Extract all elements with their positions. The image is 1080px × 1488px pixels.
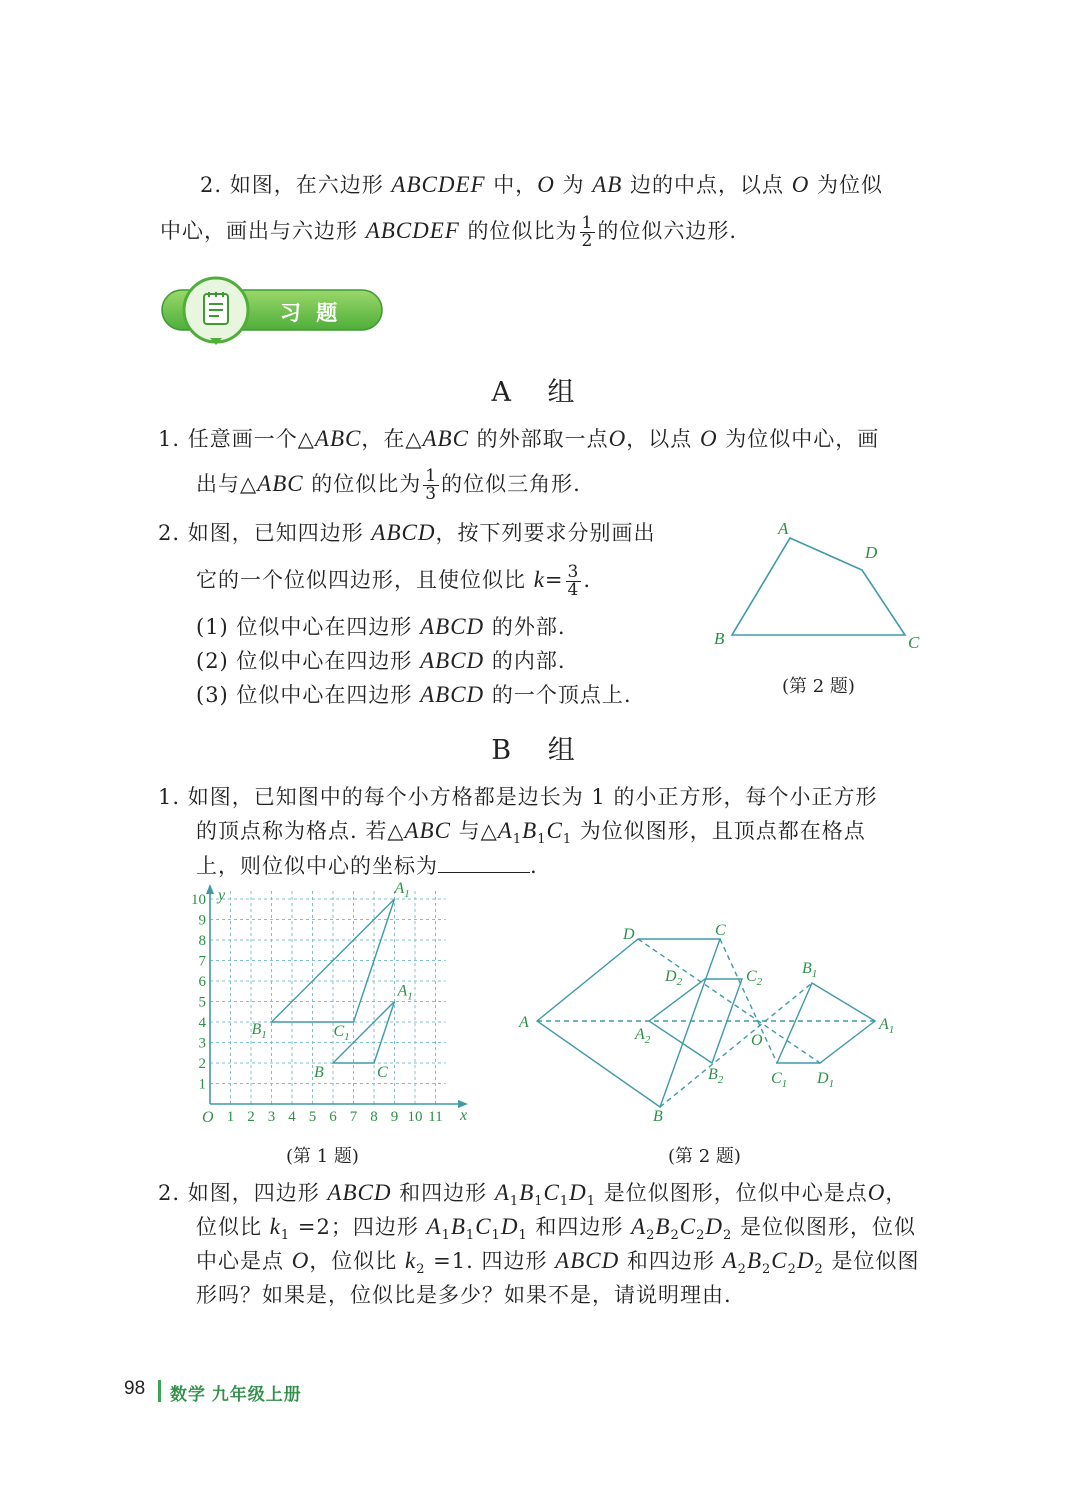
y-tick-label: 3 — [198, 1035, 206, 1052]
b-q2-line-2: 位似比 $k_1 =2$；四边形 $A_1B_1C_1D_1$ 和四边形 $A_2B_2C_2D_2$ 是位似图形，位似 — [196, 1214, 916, 1243]
banner-label: 习 题 — [280, 301, 342, 325]
label-o: O — [751, 1032, 763, 1049]
footer-divider — [158, 1380, 161, 1402]
label-c: C — [908, 633, 920, 652]
group-b-title: B 组 — [491, 735, 589, 766]
label-c1: $C_1$ — [771, 1070, 788, 1090]
label-b: B — [714, 629, 725, 648]
a-q1-line-1: 1. 任意画一个△ABC，在△ABC 的外部取一点O，以点 O 为位似中心，画 — [158, 426, 880, 451]
y-tick-label: 8 — [198, 933, 206, 949]
page-number: 98 — [124, 1378, 146, 1399]
x-tick-label: 6 — [329, 1109, 337, 1125]
fraction: $\frac{1}{3}$ — [425, 466, 438, 504]
label-b: B — [653, 1108, 663, 1125]
label-a2: $A_2$ — [635, 1026, 651, 1046]
label-c2: $C_2$ — [746, 968, 763, 988]
exercise-banner — [158, 276, 388, 346]
origin-label: O — [202, 1109, 214, 1126]
b-fig1-caption: (第 1 题) — [286, 1146, 359, 1167]
a-q2-item-1: (1) 位似中心在四边形 ABCD 的外部. — [196, 614, 566, 639]
b-q1-line-2: 的顶点称为格点. 若△ABC 与$\triangle A_1B_1C_1$ 为位似图形，且顶点都在格点 — [196, 818, 866, 847]
label-a: A — [778, 519, 789, 538]
label-d2: $D_2$ — [665, 968, 683, 988]
x-tick-label: 10 — [407, 1109, 423, 1125]
fraction: $\frac{3}{4}$ — [567, 562, 580, 600]
b-q2-line-4: 形吗？如果是，位似比是多少？如果不是，请说明理由. — [196, 1283, 732, 1307]
a-q2-item-3: (3) 位似中心在四边形 ABCD 的一个顶点上. — [196, 682, 632, 707]
point-label-b: B — [314, 1064, 324, 1081]
x-tick-label: 7 — [349, 1109, 358, 1125]
x-tick-label: 3 — [267, 1109, 276, 1125]
y-tick-label: 1 — [198, 1076, 206, 1093]
y-tick-label: 10 — [191, 892, 206, 908]
x-tick-label: 11 — [428, 1109, 443, 1125]
a-fig2-caption: (第 2 题) — [782, 676, 855, 697]
label-a1: $A_1$ — [879, 1016, 895, 1036]
grid-figure — [180, 880, 480, 1130]
label-d: D — [623, 926, 635, 943]
intro-line-2: 中心，画出与六边形 ABCDEF 的位似比为 $\frac{1}{2}$ 的位似六边形. — [160, 213, 738, 251]
quad-a1b1c1d1 — [777, 983, 875, 1063]
b-q2-line-1: 2. 如图，四边形 ABCD 和四边形 $A_1B_1C_1D_1$ 是位似图形，位似中心是点O， — [158, 1180, 908, 1209]
homothety-figure — [515, 915, 910, 1130]
axis-x-label: x — [460, 1107, 468, 1124]
x-tick-label: 2 — [247, 1109, 255, 1125]
a-q1-line-2: 出与△ABC 的位似比为 $\frac{1}{3}$ 的位似三角形. — [196, 466, 581, 504]
label-a: A — [519, 1014, 529, 1031]
label-d1: $D_1$ — [817, 1070, 835, 1090]
point-label-c: C — [377, 1064, 388, 1081]
a-q2-line-1: 2. 如图，已知四边形 ABCD，按下列要求分别画出 — [158, 520, 656, 545]
fraction: $\frac{1}{2}$ — [581, 213, 594, 251]
y-axis-arrow-icon — [206, 884, 214, 894]
label-b2: $B_2$ — [708, 1066, 724, 1086]
x-tick-label: 5 — [308, 1109, 317, 1125]
b-fig2-caption: (第 2 题) — [668, 1146, 741, 1167]
y-tick-label: 9 — [198, 912, 206, 929]
quad-abcd — [732, 538, 905, 635]
y-tick-label: 7 — [198, 953, 206, 970]
point-label-a1: $A_1$ — [394, 880, 410, 900]
notepad-icon — [202, 290, 230, 326]
axis-y-label: y — [218, 887, 226, 904]
point-label-a: $A_1$ — [397, 982, 413, 1003]
intro-line-1: 2. 如图，在六边形 ABCDEF 中，O 为 AB 边的中点，以点 O 为位似 — [200, 172, 883, 197]
x-tick-label: 8 — [370, 1109, 378, 1125]
y-tick-label: 4 — [198, 1015, 206, 1031]
book-title: 数学 九年级上册 — [170, 1385, 302, 1404]
point-label-b1: $B_1$ — [251, 1021, 267, 1041]
a-q2-item-2: (2) 位似中心在四边形 ABCD 的内部. — [196, 648, 566, 673]
y-tick-label: 2 — [198, 1056, 206, 1072]
y-tick-label: 6 — [198, 974, 206, 990]
group-a-title: A 组 — [491, 377, 589, 408]
answer-blank[interactable] — [438, 850, 530, 873]
x-tick-label: 4 — [288, 1109, 296, 1125]
b-q2-line-3: 中心是点 O，位似比 $k_2 =1$. 四边形 ABCD 和四边形 $A_2B_2C_2D_2$ 是位似图 — [196, 1248, 920, 1277]
a-q2-line-2: 它的一个位似四边形，且使位似比 k= $\frac{3}{4}$ . — [196, 562, 592, 600]
label-b1: $B_1$ — [802, 960, 818, 980]
label-c: C — [715, 922, 726, 939]
x-tick-label: 1 — [226, 1109, 235, 1125]
quadrilateral-figure — [700, 510, 940, 660]
b-q1-line-3: 上，则位似中心的坐标为 . — [196, 850, 538, 881]
label-d: D — [865, 543, 878, 562]
y-tick-label: 5 — [198, 994, 206, 1011]
x-tick-label: 9 — [390, 1109, 399, 1125]
b-q1-line-1: 1. 如图，已知图中的每个小方格都是边长为 1 的小正方形，每个小正方形 — [158, 785, 878, 809]
point-label-c1: $C_1$ — [333, 1023, 350, 1043]
quad-abcd-big — [537, 939, 720, 1107]
